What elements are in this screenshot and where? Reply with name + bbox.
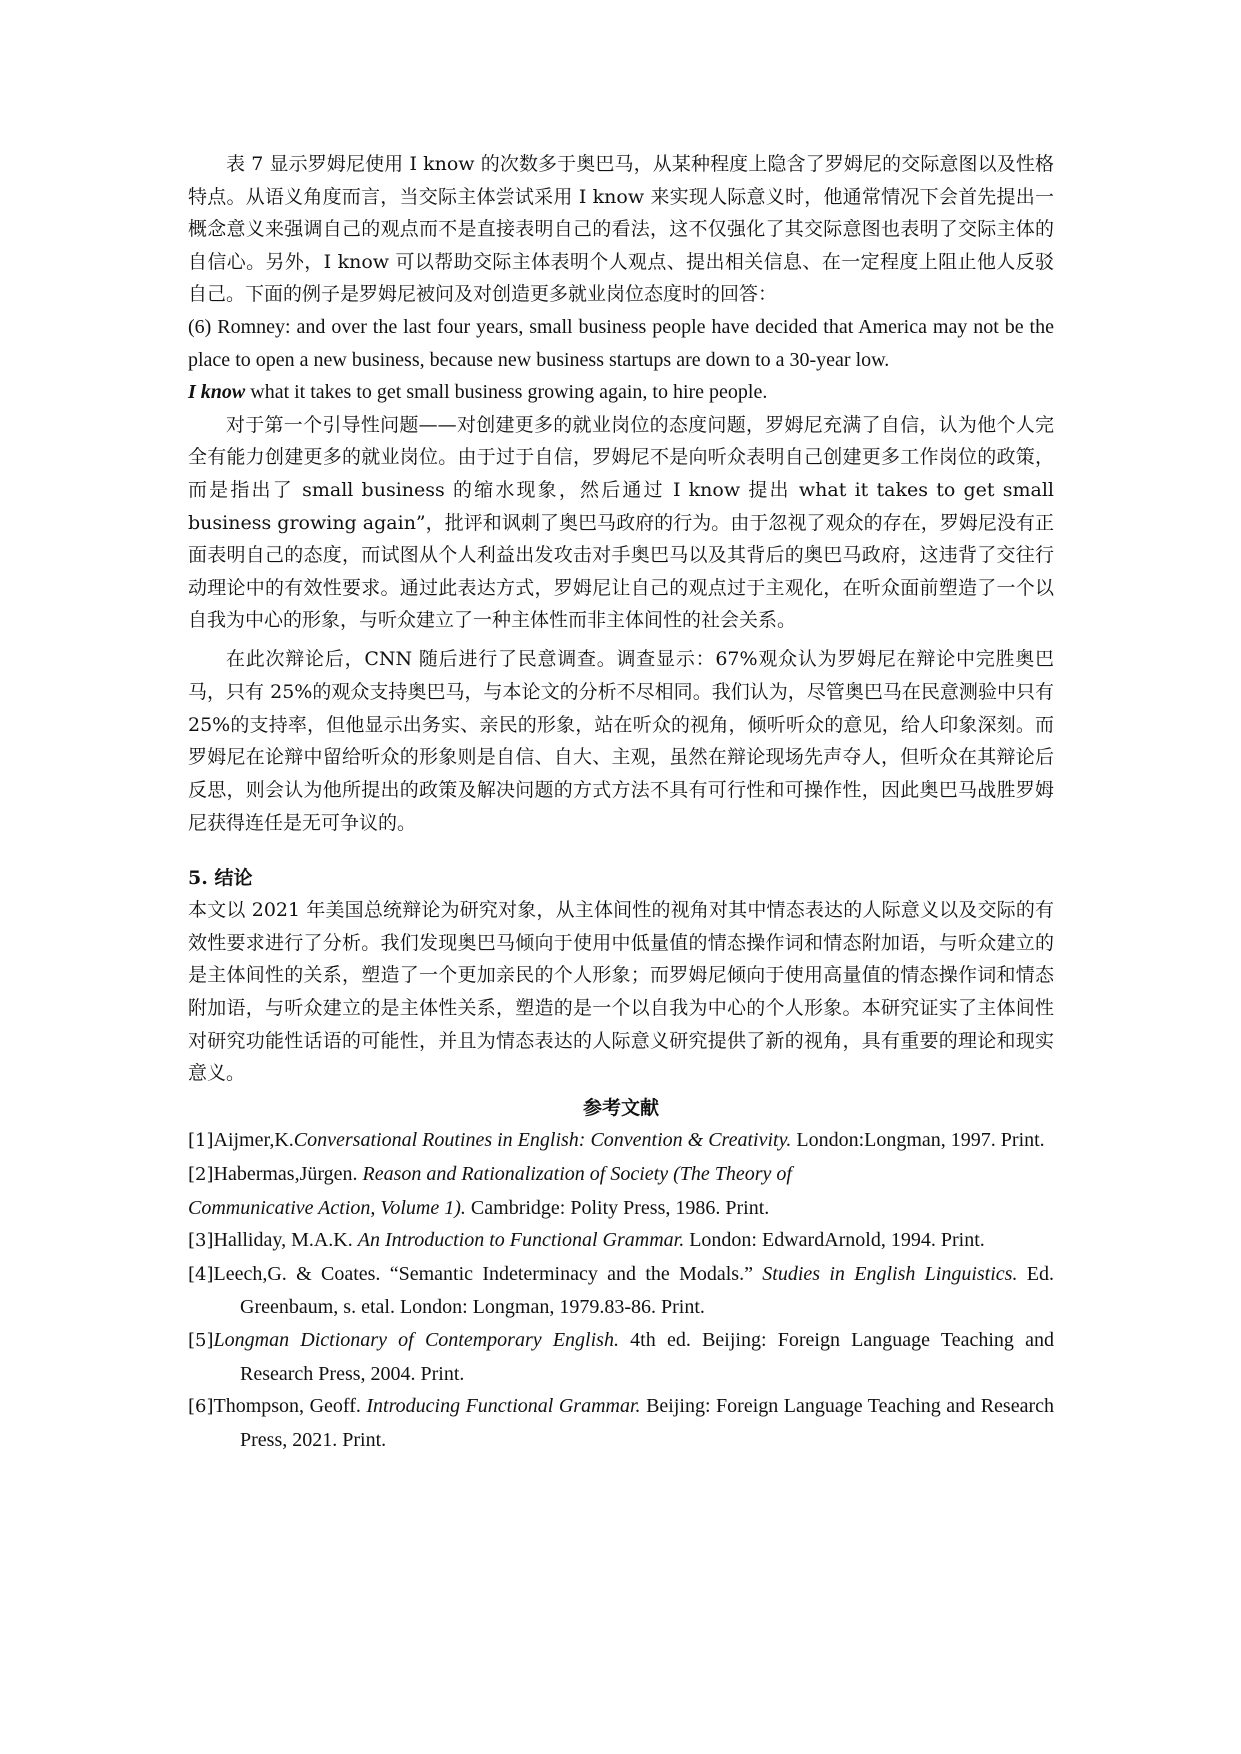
references-list bbox=[188, 1124, 1054, 1456]
example-tail-text: what it takes to get small business growing again, to hire people. bbox=[245, 381, 768, 404]
reference-item: [6]Thompson, Geoff. Introducing Functional Grammar. Beijing: Foreign Language Teaching and Research Press, 2021. Print. bbox=[188, 1395, 1054, 1451]
paragraph-i-know-analysis: 表 7 显示罗姆尼使用 I know 的次数多于奥巴马，从某种程度上隐含了罗姆尼的交际意图以及性格特点。从语义角度而言，当交际主体尝试采用 I know 来实现人际意义时，他通常情况下会首先提出一概念意义来强调自己的观点而不是直接表明自己的看法，这不仅强化了其交际意图也表明了交际主体的自信心。另外，I know 可以帮助交际主体表明个人观点、提出相关信息、在一定程度上阻止他人反驳自己。下面的例子是罗姆尼被问及对创造更多就业岗位态度时的回答： bbox=[188, 153, 1054, 306]
example-intro-text: (6) Romney: and over the last four years, small business people have decided that America may not be the place to open a new business, because new business startups are down to a 30-year low. bbox=[188, 315, 1054, 371]
paragraph-first-question-analysis: 对于第一个引导性问题——对创建更多的就业岗位的态度问题，罗姆尼充满了自信，认为他个人完全有能力创建更多的就业岗位。由于过于自信，罗姆尼不是向听众表明自己创建更多工作岗位的政策，而是指出了 small business 的缩水现象，然后通过 I know 提出 what it takes to get small business growing again”，批评和讽刺了奥巴马政府的行为。由于忽视了观众的存在，罗姆尼没有正面表明自己的态度，而试图从个人利益出发攻击对手奥巴马以及其背后的奥巴马政府，这违背了交往行动理论中的有效性要求。通过此表达方式，罗姆尼让自己的观点过于主观化，在听众面前塑造了一个以自我为中心的形象，与听众建立了一种主体性而非主体间性的社会关系。 bbox=[188, 413, 1054, 632]
example-6-romney-quote bbox=[188, 311, 1054, 409]
reference-item: [2]Habermas,Jürgen. Reason and Rationalization of Society (The Theory of bbox=[188, 1163, 792, 1186]
example-emphasis-i-know: I know bbox=[188, 381, 246, 404]
references-title: 参考文献 bbox=[582, 1096, 659, 1119]
reference-item: [4]Leech,G. & Coates. “Semantic Indeterminacy and the Modals.” Studies in English Linguistics. Ed. Greenbaum, s. etal. London: Longman, 1979.83-86. Print. bbox=[188, 1262, 1054, 1319]
reference-item: [1]Aijmer,K.Conversational Routines in English: Convention & Creativity. London:Longman, 1997. Print. bbox=[188, 1129, 1045, 1152]
paragraph-conclusion: 本文以 2021 年美国总统辩论为研究对象，从主体间性的视角对其中情态表达的人际意义以及交际的有效性要求进行了分析。我们发现奥巴马倾向于使用中低量值的情态操作词和情态附加语，与听众建立的是主体间性的关系，塑造了一个更加亲民的个人形象；而罗姆尼倾向于使用高量值的情态操作词和情态附加语，与听众建立的是主体性关系，塑造的是一个以自我为中心的个人形象。本研究证实了主体间性对研究功能性话语的可能性，并且为情态表达的人际意义研究提供了新的视角，具有重要的理论和现实意义。 bbox=[188, 899, 1054, 1085]
page-content bbox=[188, 148, 1054, 1456]
section-heading-conclusion: 5. 结论 bbox=[188, 866, 253, 889]
reference-item-continuation: Communicative Action, Volume 1). Cambridge: Polity Press, 1986. Print. bbox=[188, 1196, 770, 1219]
reference-item: [5]Longman Dictionary of Contemporary English. 4th ed. Beijing: Foreign Language Teaching and Research Press, 2004. Print. bbox=[188, 1329, 1054, 1385]
paragraph-cnn-survey: 在此次辩论后，CNN 随后进行了民意调查。调查显示：67%观众认为罗姆尼在辩论中完胜奥巴马，只有 25%的观众支持奥巴马，与本论文的分析不尽相同。我们认为，尽管奥巴马在民意测验中只有 25%的支持率，但他显示出务实、亲民的形象，站在听众的视角，倾听听众的意见，给人印象深刻。而罗姆尼在论辩中留给听众的形象则是自信、自大、主观，虽然在辩论现场先声夺人，但听众在其辩论后反思，则会认为他所提出的政策及解决问题的方式方法不具有可行性和可操作性，因此奥巴马战胜罗姆尼获得连任是无可争议的。 bbox=[188, 647, 1054, 834]
reference-item: [3]Halliday, M.A.K. An Introduction to Functional Grammar. London: EdwardArnold, 1994. Print. bbox=[188, 1229, 985, 1252]
